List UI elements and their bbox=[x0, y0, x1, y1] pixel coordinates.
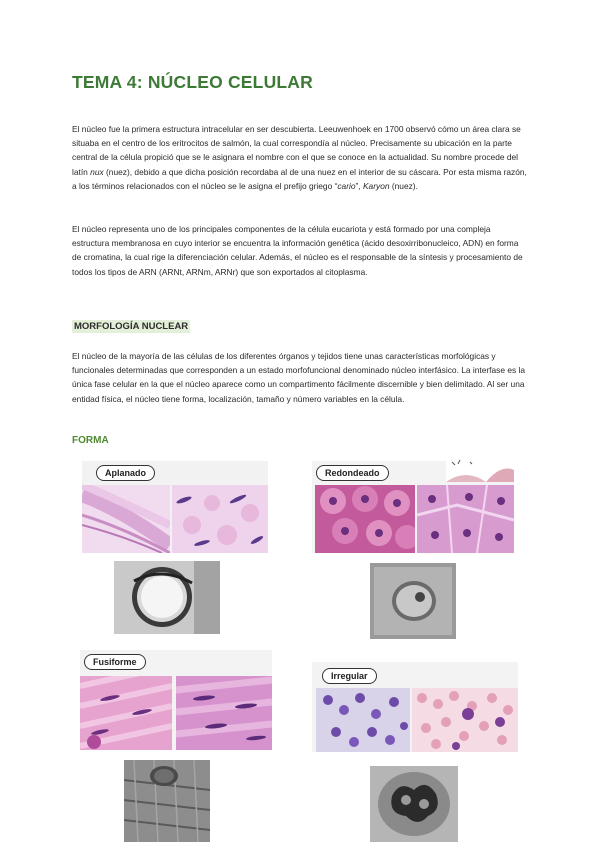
irregular-micrograph-right bbox=[412, 688, 518, 752]
redondeado-micrograph-left bbox=[315, 485, 415, 553]
morphology-paragraph: El núcleo de la mayoría de las células de los diferentes órganos y tejidos tiene unas características morfológicas y funcionales determinadas que corresponden a un estado morfofuncional denominado núcleo interfásico. La interfase es la única fase celular en la que el núcleo aparece como un compartimento fácilmente discernible y bien delimitado. Al ser una entidad física, el núcleo tiene forma, localización, tamaño y número variables en la célula. bbox=[72, 351, 526, 404]
redondeado-electron-micrograph bbox=[370, 563, 456, 639]
redondeado-label: Redondeado bbox=[316, 465, 389, 481]
redondeado-corner-detail bbox=[446, 456, 514, 482]
intro-text-karyon: Karyon bbox=[362, 180, 390, 191]
aplanado-label: Aplanado bbox=[96, 465, 155, 481]
aplanado-electron-micrograph bbox=[114, 561, 220, 634]
intro-text-a: El núcleo fue la primera estructura intracelular en ser descubierta. Leeuwenhoek en 1700 observó cómo un área clara se situaba en el centro de los eritrocitos de salmón, la cual correspondía al núcleo. Precisamente su ubicación en la parte central de la célula propició que se le asignara el nombre con el que se conoce en la actualidad. Su nombre procede del latín bbox=[72, 124, 521, 177]
section-heading-morfologia: MORFOLOGÍA NUCLEAR bbox=[74, 321, 189, 332]
aplanado-micrograph-right bbox=[172, 485, 268, 553]
fusiforme-micrograph-right bbox=[176, 676, 272, 750]
aplanado-panel bbox=[82, 461, 268, 553]
intro-text-d: (nuez). bbox=[389, 180, 418, 191]
intro-text-nux: nux bbox=[90, 166, 104, 177]
redondeado-micrograph-right bbox=[417, 485, 514, 553]
irregular-electron-micrograph bbox=[370, 766, 458, 842]
intro-text-cario: cario bbox=[337, 180, 356, 191]
nucleus-description-paragraph: El núcleo representa uno de los principales componentes de la célula eucariota y está formado por una compleja estructura membranosa en cuyo interior se encuentra la información genética (ácido desoxirribonucleico, ADN) en forma de cromatina, la cual rige la diferenciación celular. Además, el núcleo es el responsable de la síntesis y procesamiento de todos los tipos de ARN (ARNt, ARNm, ARNr) que son exportados al citoplasma. bbox=[72, 224, 523, 277]
fusiforme-label: Fusiforme bbox=[84, 654, 146, 670]
irregular-panel bbox=[312, 662, 518, 752]
intro-text-b: (nuez), debido a que dicha posición recordaba al de una nuez en el interior de su cáscara. Por esta misma razón, a los términos relacionados con el núcleo se le asigna el prefijo griego “ bbox=[72, 166, 527, 191]
irregular-label: Irregular bbox=[322, 668, 377, 684]
intro-paragraph bbox=[72, 122, 528, 193]
intro-text-c: ”, bbox=[355, 180, 363, 191]
fusiforme-panel bbox=[80, 650, 272, 750]
irregular-micrograph-left bbox=[316, 688, 410, 752]
forma-heading: FORMA bbox=[72, 435, 109, 446]
fusiforme-micrograph-left bbox=[80, 676, 172, 750]
aplanado-micrograph-left bbox=[82, 485, 170, 553]
page-title: TEMA 4: NÚCLEO CELULAR bbox=[72, 72, 313, 92]
fusiforme-electron-micrograph bbox=[124, 760, 210, 842]
